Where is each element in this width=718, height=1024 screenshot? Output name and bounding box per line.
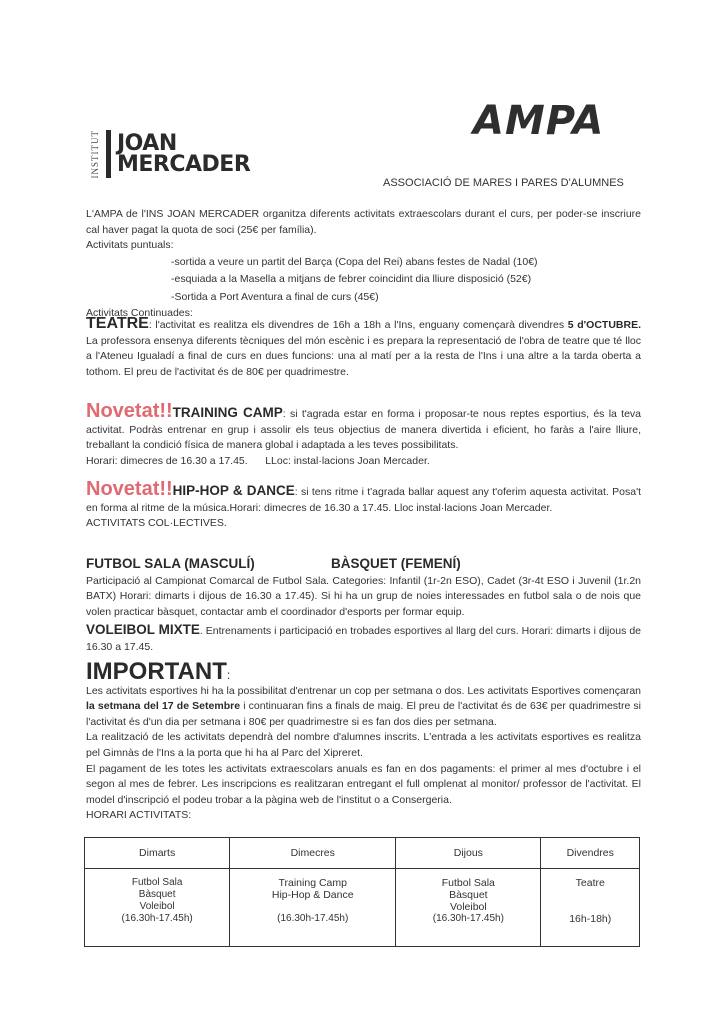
- teatre-text-2: La professora ensenya diferents tècniques del món escènic i es prepara la representació de l'obra de teatre que té lloc a l'Ateneu Igualadí a final de curs en dues funcions: una al matí per a la resta de l'Ins i una altre a la tarda oberta a tothom. El preu de l'activitat és de 80€ per quadrimestre.: [86, 334, 641, 378]
- schedule-cell-divendres: [541, 869, 640, 947]
- novetat-badge: Novetat!!: [86, 478, 173, 500]
- institut-logo: [90, 128, 250, 180]
- basquet-title: BÀSQUET (FEMENÍ): [331, 556, 461, 571]
- cell-line: Futbol Sala: [441, 877, 495, 889]
- continuades-label: Activitats Continuades:: [86, 307, 193, 320]
- training-schedule: [86, 454, 641, 470]
- important-p3: El pagament de les totes les activitats extraescolars anuals es fan en dos pagaments: el primer al mes d'octubre i el segon al mes de febrer. Les inscripcions es realitzaran entregant el full omplenat al monitor/ professor de l'activitat. El model d'inscripció el podeu trobar a la pàgina web de l'institut o a Consergeria.: [86, 762, 641, 806]
- association-name: ASSOCIACIÓ DE MARES I PARES D'ALUMNES: [383, 177, 624, 189]
- sports-titles: [86, 556, 641, 574]
- cell-spacer: [231, 901, 394, 913]
- schedule-table: [84, 837, 640, 947]
- schedule-header-row: [85, 838, 640, 869]
- puntuals-label: Activitats puntuals:: [86, 239, 174, 252]
- teatre-section: [86, 316, 641, 380]
- teatre-text: : l'activitat es realitza els divendres de 16h a 18h a l'Ins, enguany començarà divendres: [148, 319, 568, 331]
- schedule-header: Dijous: [396, 838, 541, 869]
- voleibol-block: [86, 622, 641, 655]
- logo-bar: [106, 130, 111, 178]
- schedule-cell-dimarts: [85, 869, 230, 947]
- teatre-title: TEATRE: [86, 315, 149, 332]
- schedule-cell-dimecres: [230, 869, 396, 947]
- intro-section: [86, 207, 641, 322]
- important-title-text: IMPORTANT: [86, 658, 227, 685]
- important-start-date: la setmana del 17 de Setembre: [86, 700, 241, 713]
- cell-spacer: [542, 889, 638, 913]
- important-title: IMPORTANT:: [86, 658, 231, 685]
- training-title: TRAINING CAMP: [172, 405, 283, 420]
- schedule-header: Dimarts: [85, 838, 230, 869]
- puntuals-item: -sortida a veure un partit del Barça (Copa del Rei) abans festes de Nadal (10€): [171, 255, 538, 268]
- schedule-cell-dijous: [396, 869, 541, 947]
- hiphop-text: : si tens ritme i t'agrada ballar aquest any t'oferim aquesta activitat. Posa't en forma al ritme de la música.Horari: dimecres de 16.30 a 17.45. Lloc instal·lacions Joan Mercader.: [86, 486, 641, 514]
- futbol-title: FUTBOL SALA (MASCULÍ): [86, 556, 255, 571]
- cell-line: Hip-Hop & Dance: [271, 889, 354, 901]
- important-p1-a: Les activitats esportives hi ha la possibilitat d'entrenar un cop per setmana o dos. Les activitats Esportives començaran: [86, 684, 641, 697]
- institut-label: INSTITUT: [90, 129, 100, 179]
- cell-line: Training Camp: [278, 877, 347, 889]
- important-p1-b: i continuaran fins a finals de maig. El preu de l'activitat és de 63€ per quadrimestre si l'activitat és d'un dia per setmana i 80€ per quadrimestre si es fan dos dies per setmana.: [86, 700, 642, 728]
- schedule-row: [85, 869, 640, 947]
- schedule-header: Divendres: [541, 838, 640, 869]
- ampa-logo: AMPA: [473, 98, 605, 144]
- important-p1: [86, 684, 641, 731]
- teatre-start-date: 5 d'OCTUBRE.: [567, 319, 641, 331]
- novetat-badge: Novetat!!: [86, 400, 173, 422]
- training-section: [86, 400, 641, 469]
- cell-line: (16.30h-17.45h): [277, 913, 349, 924]
- training-horari: Horari: dimecres de 16.30 a 17.45.: [86, 454, 248, 467]
- cell-line: Voleibol: [139, 901, 175, 912]
- cell-line: (16.30h-17.45h): [432, 913, 504, 924]
- futbol-text: Participació al Campionat Comarcal de Futbol Sala. Categories: Infantil (1r-2n ESO), Cadet (3r-4t ESO i Juvenil (1r.2n BATX) Horari: dimarts i dijous de 16.30 a 17.45). Si hi ha un grup de noies interessades en futbol sala o de nois que volen practicar bàsquet, contactar amb el coordinador d'esports per formar equip.: [86, 574, 641, 618]
- schedule-header: Dimecres: [230, 838, 396, 869]
- cell-line: 16h-18h): [569, 913, 612, 925]
- voleibol-text: . Entrenaments i participació en trobades esportives al llarg del curs. Horari: dimarts i dijous de 16.30 a 17.45.: [86, 625, 641, 653]
- cell-line: (16.30h-17.45h): [121, 913, 193, 924]
- cell-line: Bàsquet: [138, 889, 176, 900]
- training-lloc: LLoc: instal·lacions Joan Mercader.: [265, 454, 430, 467]
- voleibol-title: VOLEIBOL MIXTE: [86, 622, 200, 638]
- intro-text: L'AMPA de l'INS JOAN MERCADER organitza diferents activitats extraescolars durant el curs, per poder-se inscriure cal haver pagat la quota de soci (25€ per família).: [86, 208, 641, 236]
- puntuals-item: -Sortida a Port Aventura a final de curs (45€): [171, 290, 379, 303]
- training-text: : si t'agrada estar en forma i proposar-te nous reptes esportius, és la teva activitat. Podràs entrenar en grup i assolir els teus objectius de manera divertida i eficient, ho faràs a l'aire lliure, treballant la condició física de manera global i adaptada a les teves possibilitats.: [86, 408, 641, 452]
- important-section: [86, 658, 642, 824]
- cell-line: Teatre: [575, 877, 605, 889]
- horari-label: HORARI ACTIVITATS:: [86, 809, 192, 822]
- cell-line: Voleibol: [449, 901, 487, 913]
- collectives-label: ACTIVITATS COL·LECTIVES.: [86, 517, 227, 530]
- puntuals-item: -esquiada a la Masella a mitjans de febrer coincidint dia lliure disposició (52€): [171, 273, 532, 286]
- institut-name: [117, 133, 250, 175]
- institut-name-line1: JOAN: [117, 131, 177, 156]
- hiphop-title: HIP-HOP & DANCE: [172, 483, 295, 498]
- cell-line: Futbol Sala: [131, 877, 183, 888]
- institut-name-line2: MERCADER: [117, 152, 251, 177]
- cell-line: Bàsquet: [449, 889, 488, 901]
- hiphop-section: [86, 478, 641, 532]
- important-p2: La realització de les activitats dependrà del nombre d'alumnes inscrits. L'entrada a les activitats esportives es realitza pel Gimnàs de l'Ins a la porta que hi ha al Parc del Xipreret.: [86, 731, 641, 759]
- collectives-section: [86, 556, 641, 656]
